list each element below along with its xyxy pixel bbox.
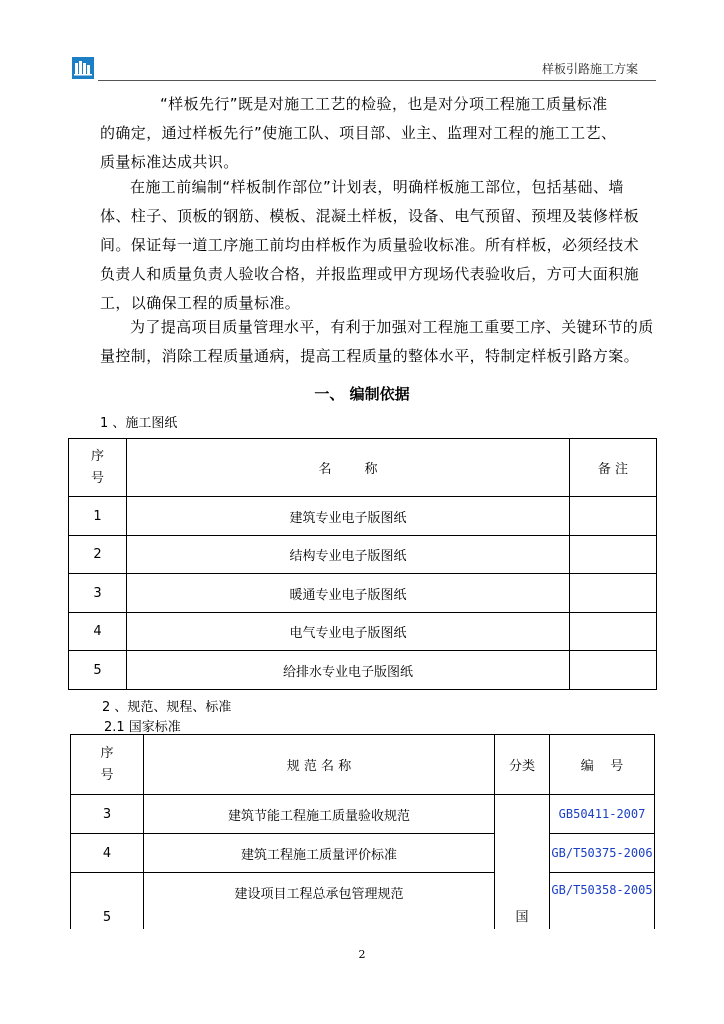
text-line: 体、柱子、顶板的钢筋、模板、混凝土样板，设备、电气预留、预埋及装修样板 (100, 207, 640, 225)
row-no: 5 (71, 873, 144, 929)
table-row (69, 497, 657, 536)
text-line: 工，以确保工程的质量标准。 (100, 294, 301, 312)
table-row (71, 873, 655, 929)
row-name: 结构专业电子版图纸 (127, 536, 570, 574)
header-no: 序 号 (69, 439, 127, 497)
header-title: 样板引路施工方案 (541, 62, 638, 76)
intro-paragraph-3 (100, 313, 654, 371)
row-no: 3 (69, 574, 127, 613)
table-row (69, 536, 657, 574)
page-number: 2 (358, 948, 366, 961)
building-logo-icon (74, 60, 92, 76)
row-note (570, 574, 657, 613)
table-row (69, 574, 657, 613)
text-line: 的确定，通过样板先行”使施工队、项目部、业主、监理对工程的施工工艺、 (100, 124, 617, 142)
row-name: 给排水专业电子版图纸 (127, 651, 570, 690)
row-no: 5 (69, 651, 127, 690)
intro-paragraph-2 (100, 173, 640, 318)
header-category: 分类 (495, 735, 550, 795)
row-note (570, 497, 657, 536)
header-name: 名 称 (127, 439, 570, 497)
row-note (570, 613, 657, 651)
text-line: 在施工前编制“样板制作部位”计划表，明确样板施工部位，包括基础、墙 (130, 178, 624, 196)
row-note (570, 536, 657, 574)
row-category: 国 (495, 795, 550, 929)
text-line: 量控制，消除工程质量通病，提高工程质量的整体水平，特制定样板引路方案。 (100, 347, 640, 365)
text-line: 为了提高项目质量管理水平，有利于加强对工程施工重要工序、关键环节的质 (130, 318, 654, 336)
row-no: 1 (69, 497, 127, 536)
table-row (69, 651, 657, 690)
text-line: 质量标准达成共识。 (100, 153, 239, 171)
standards-table (70, 734, 655, 929)
text-line: 间。保证每一道工序施工前均由样板作为质量验收标准。所有样板，必须经技术 (100, 236, 640, 254)
row-name: 建筑工程施工质量评价标准 (144, 834, 495, 873)
row-name: 建设项目工程总承包管理规范 (144, 873, 495, 929)
header-name: 规 范 名 称 (144, 735, 495, 795)
header-code: 编 号 (550, 735, 655, 795)
subsection-drawings: 1 、施工图纸 (100, 416, 178, 431)
subsection-national-standards: 2.1 国家标准 (104, 720, 181, 735)
row-no: 4 (69, 613, 127, 651)
row-name: 暖通专业电子版图纸 (127, 574, 570, 613)
table-row (71, 795, 655, 834)
row-name: 电气专业电子版图纸 (127, 613, 570, 651)
row-note (570, 651, 657, 690)
row-no: 4 (71, 834, 144, 873)
table-header-row (71, 735, 655, 795)
header-divider (98, 80, 656, 81)
section-title: 一、 编制依据 (314, 385, 410, 403)
subsection-standards: 2 、规范、规程、标准 (102, 700, 232, 715)
row-no: 2 (69, 536, 127, 574)
company-logo (72, 57, 94, 79)
row-code: GB50411-2007 (550, 795, 655, 834)
row-no: 3 (71, 795, 144, 834)
row-name: 建筑专业电子版图纸 (127, 497, 570, 536)
table-row (69, 613, 657, 651)
intro-paragraph-1 (100, 90, 630, 177)
row-code: GB/T50375-2006 (550, 834, 655, 873)
header-no: 序 号 (71, 735, 144, 795)
text-line: “样板先行”既是对施工工艺的检验，也是对分项工程施工质量标准 (160, 95, 608, 113)
row-code: GB/T50358-2005 (550, 873, 655, 929)
drawings-table (68, 438, 657, 690)
table-header-row (69, 439, 657, 497)
table-row (71, 834, 655, 873)
row-name: 建筑节能工程施工质量验收规范 (144, 795, 495, 834)
text-line: 负责人和质量负责人验收合格，并报监理或甲方现场代表验收后，方可大面积施 (100, 265, 640, 283)
header-note: 备 注 (570, 439, 657, 497)
